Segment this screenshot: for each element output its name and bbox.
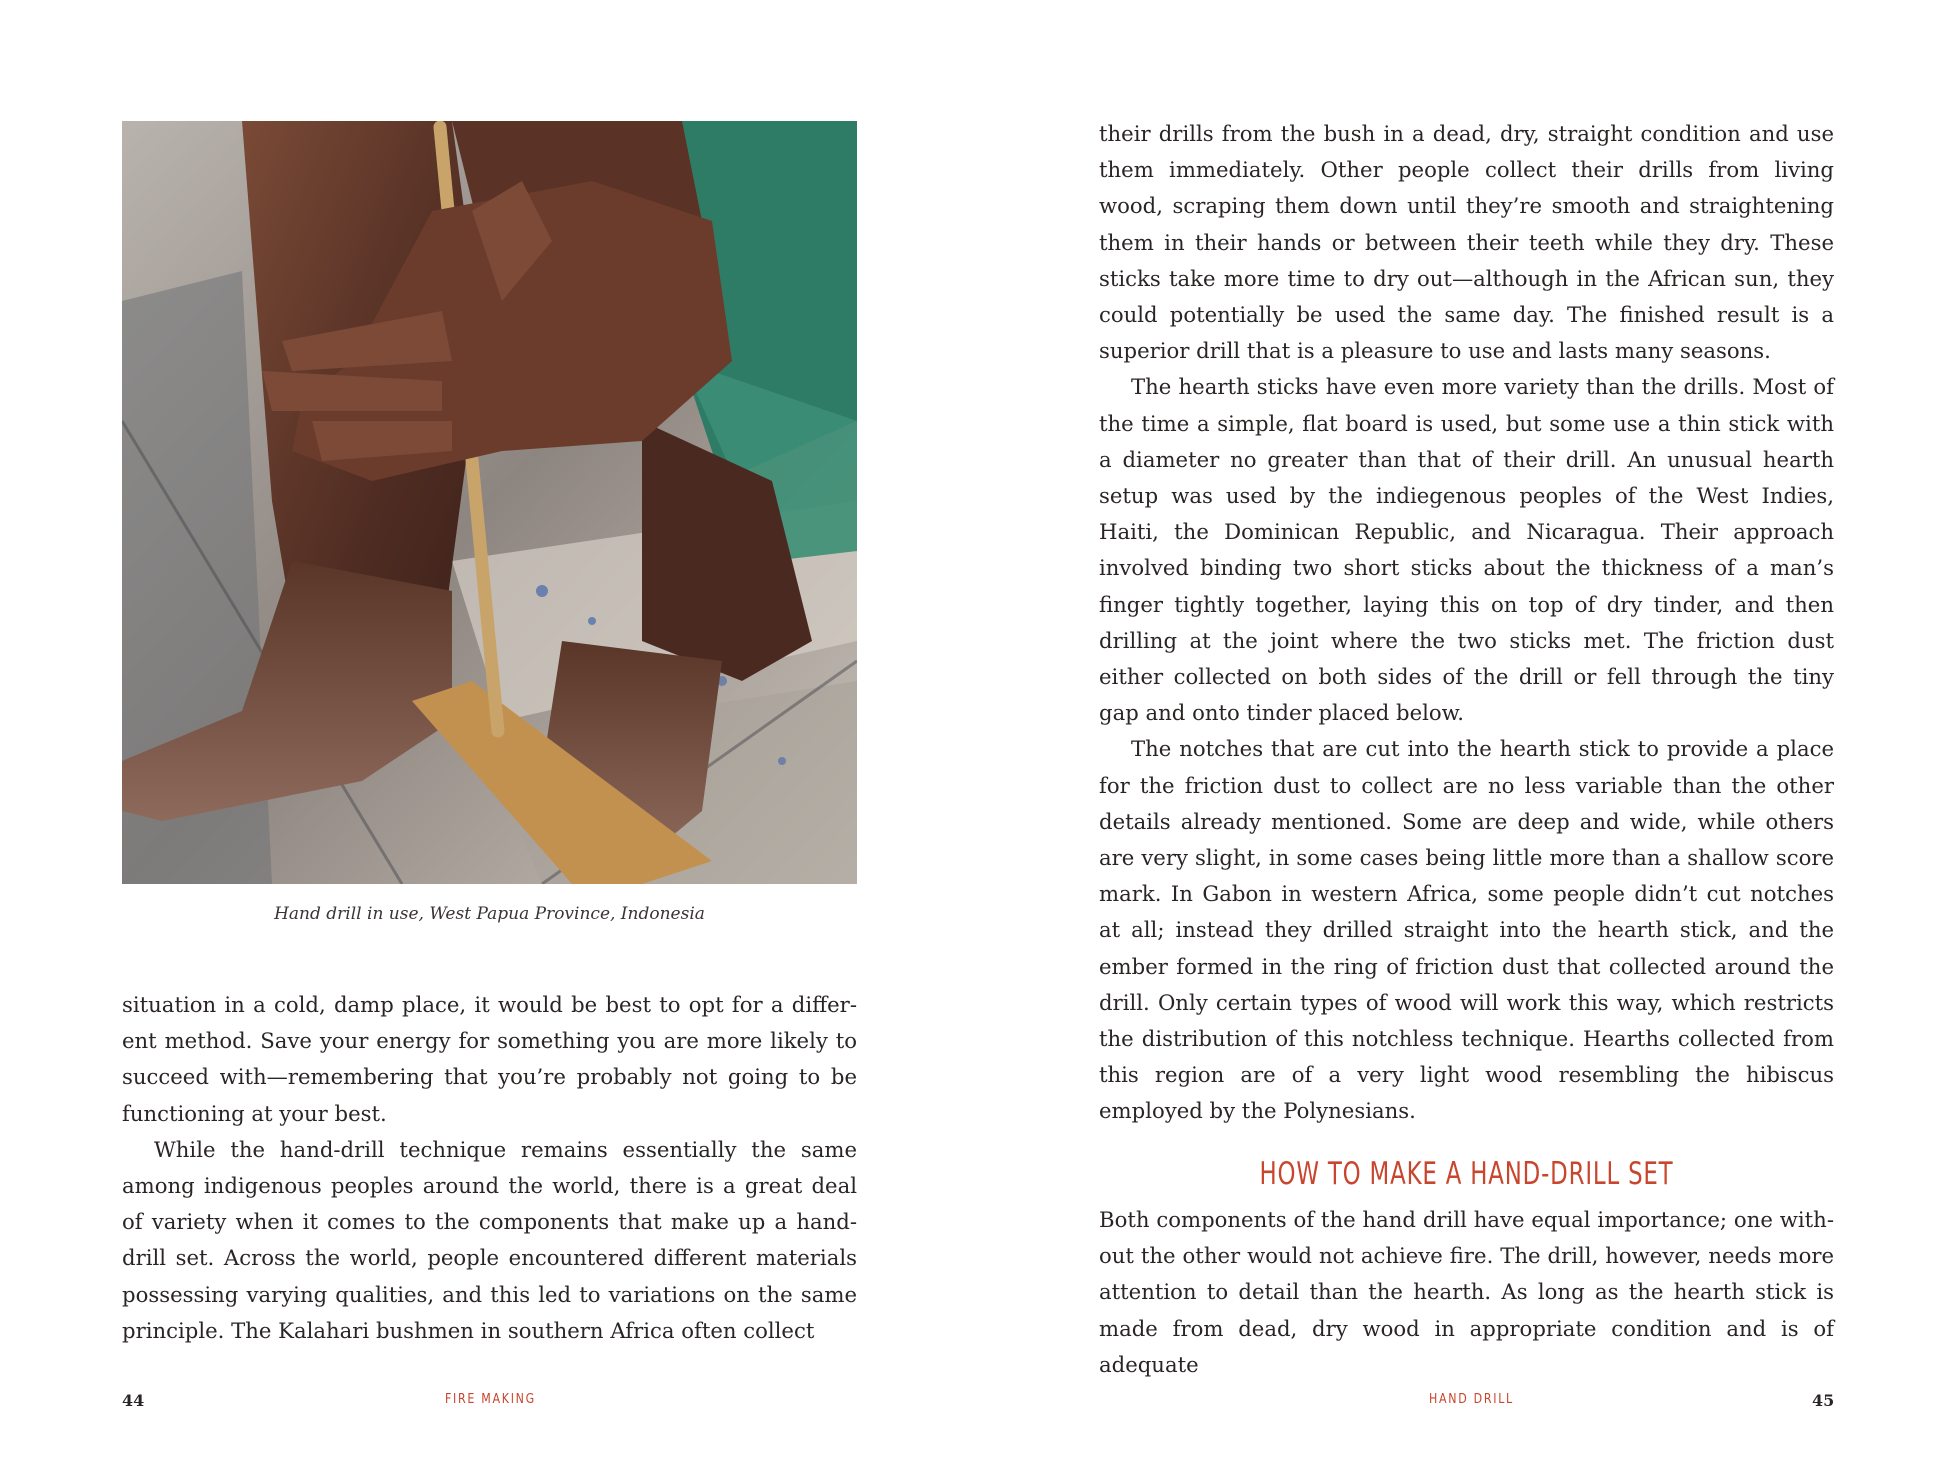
photo-caption: Hand drill in use, West Papua Province, Indonesia xyxy=(274,904,705,924)
page-number-right: 45 xyxy=(1812,1391,1835,1410)
left-paragraph-1: situation in a cold, damp place, it would be best to opt for a different method. Save your energy for something you are more likely to succeed with—remembering that you’re probably not going to be functioning at your best. xyxy=(122,992,857,1126)
hand-drill-photo xyxy=(122,121,857,884)
right-body-text xyxy=(1099,116,1834,1130)
left-body-text xyxy=(122,987,857,1349)
section-paragraph: Both components of the hand drill have equal importance; one without the other would not achieve fire. The drill, however, needs more attention to detail than the hearth. As long as the hearth stick is made from dead, dry wood in appropriate condition and is of adequate xyxy=(1099,1207,1834,1377)
running-head-right: HAND DRILL xyxy=(1429,1392,1514,1407)
running-head-left: FIRE MAKING xyxy=(445,1392,536,1407)
page-number-left: 44 xyxy=(122,1391,145,1410)
left-paragraph-2: While the hand-drill technique remains essentially the same among indigenous peoples around the world, there is a great deal of variety when it comes to the components that make up a hand-drill set. Across the world, people encountered different materials possessing varying qualities, and this led to variations on the same principle. The Kalahari bushmen in southern Africa often collect xyxy=(122,1136,857,1343)
right-paragraph-2: The hearth sticks have even more variety than the drills. Most of the time a simple, flat board is used, but some use a thin stick with a diameter no greater than that of their drill. An unusual hearth setup was used by the indiegenous peoples of the West Indies, Haiti, the Dominican Republic, and Nicaragua. Their approach involved binding two short sticks about the thickness of a man’s finger tightly together, laying this on top of dry tinder, and then drilling at the joint where the two sticks met. The friction dust either collected on both sides of the drill or fell through the tiny gap and onto tinder placed below. xyxy=(1099,374,1834,726)
section-body-text xyxy=(1099,1202,1834,1383)
section-heading: HOW TO MAKE A HAND-DRILL SET xyxy=(1259,1156,1674,1192)
right-paragraph-3: The notches that are cut into the hearth stick to provide a place for the friction dust to collect are no less variable than the other details already mentioned. Some are deep and wide, while others are very slight, in some cases being little more than a shallow score mark. In Gabon in western Africa, some people didn’t cut notches at all; instead they drilled straight into the hearth stick, and the ember formed in the ring of friction dust that collected around the drill. Only certain types of wood will work this way, which restricts the distribution of this notchless technique. Hearths collected from this region are of a very light wood resembling the hibiscus employed by the Polynesians. xyxy=(1099,736,1834,1124)
right-paragraph-1: their drills from the bush in a dead, dry, straight condition and use them immediately. Other people collect their drills from living wood, scraping them down until they’re smooth and straightening them in their hands or between their teeth while they dry. These sticks take more time to dry out—although in the African sun, they could potentially be used the same day. The finished result is a superior drill that is a pleasure to use and lasts many seasons. xyxy=(1099,121,1834,364)
